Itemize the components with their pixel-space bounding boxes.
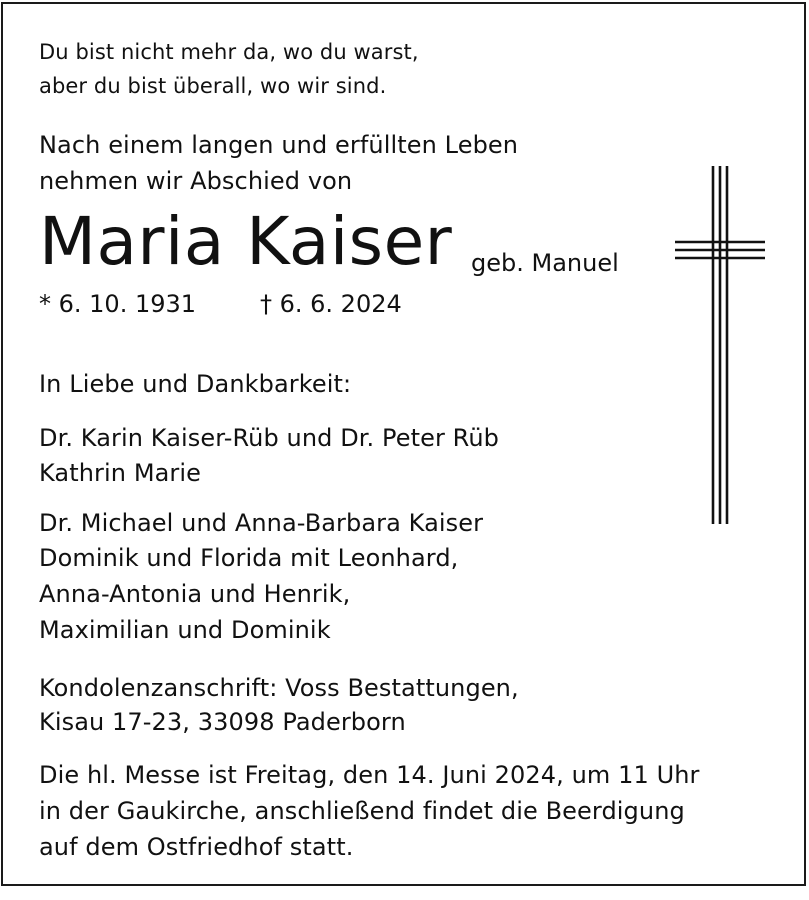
death-date: † 6. 6. 2024 (260, 290, 402, 318)
motto-line-2: aber du bist überall, wo wir sind. (39, 74, 387, 98)
deceased-name: Maria Kaiser (39, 203, 453, 280)
mourner-line: Dr. Michael und Anna-Barbara Kaiser (39, 509, 484, 537)
mourner-line: Kathrin Marie (39, 459, 202, 487)
cross-icon (673, 164, 767, 526)
motto-line-1: Du bist nicht mehr da, wo du warst, (39, 40, 419, 64)
intro-line-2: nehmen wir Abschied von (39, 167, 353, 195)
mourners-heading: In Liebe und Dankbarkeit: (39, 370, 352, 398)
intro-line-1: Nach einem langen und erfüllten Leben (39, 131, 519, 159)
service-info-line-1: Die hl. Messe ist Freitag, den 14. Juni 2024, um 11 Uhr (39, 761, 700, 789)
mourner-line: Anna-Antonia und Henrik, (39, 580, 351, 608)
maiden-name: geb. Manuel (471, 249, 619, 277)
mourner-line: Dominik und Florida mit Leonhard, (39, 544, 459, 572)
birth-date: * 6. 10. 1931 (39, 290, 197, 318)
condolence-address-line-2: Kisau 17-23, 33098 Paderborn (39, 708, 406, 736)
obituary-notice (1, 2, 806, 886)
condolence-address-line-1: Kondolenzanschrift: Voss Bestattungen, (39, 674, 519, 702)
mourner-line: Maximilian und Dominik (39, 616, 331, 644)
service-info-line-2: in der Gaukirche, anschließend findet die Beerdigung (39, 797, 685, 825)
mourner-line: Dr. Karin Kaiser-Rüb und Dr. Peter Rüb (39, 424, 500, 452)
service-info-line-3: auf dem Ostfriedhof statt. (39, 833, 354, 861)
